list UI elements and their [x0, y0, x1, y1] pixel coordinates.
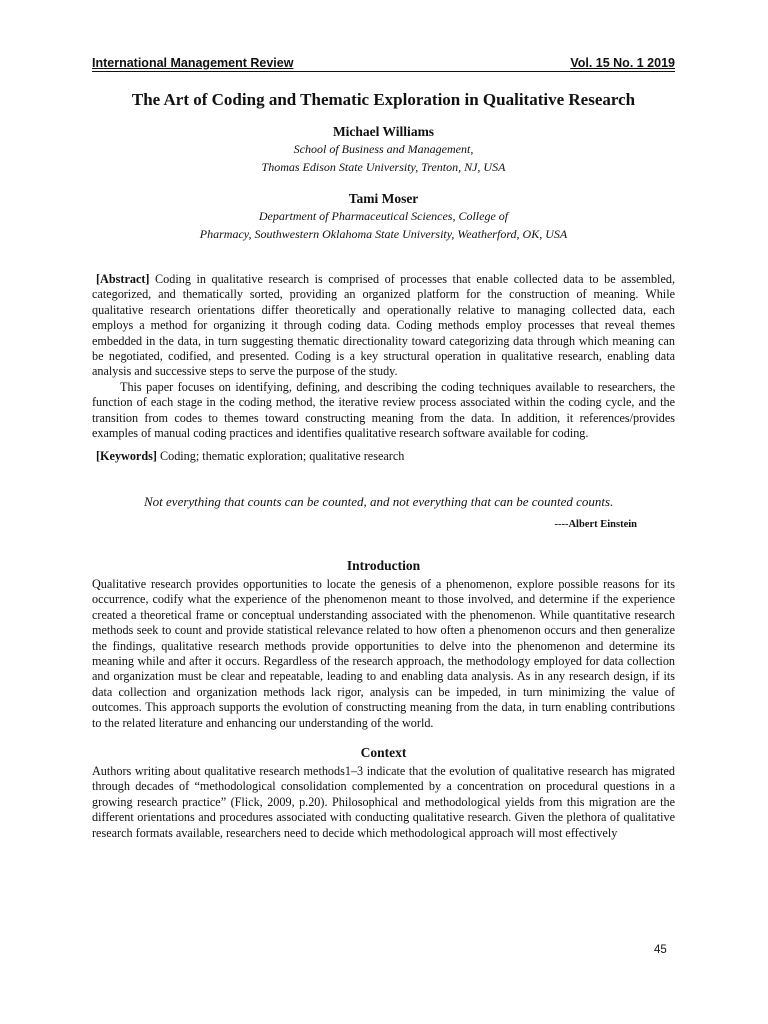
introduction-text: Qualitative research provides opportunities to locate the genesis of a phenomenon, explore possible reasons for its occurrence, codify what the experience of the phenomenon meant to those involved, and determine if the experience created a theoretical frame or conceptual understanding associated with the phenomenon. While quantitative research methods seek to count and provide statistical relevance related to how often a phenomenon occurs and then generalize the findings, qualitative research methods provide opportunities to delve into the phenomenon and determine its meaning while and after it occurs. Regardless of the research approach, the methodology employed for data collection and organization must be clear and repeatable, leading to and enabling data analysis. As in any research design, if its data collection and organization methods lack rigor, analysis can be impeded, in turn minimizing the value of outcomes. This approach supports the evolution of constructing meaning from the data, in turn enabling contributions to the related literature and enhancing our understanding of the world. [92, 576, 675, 730]
paper-title: The Art of Coding and Thematic Exploration in Qualitative Research [131, 90, 636, 109]
author-affiliation: Thomas Edison State University, Trenton, NJ, USA [261, 159, 506, 174]
author-block-1 [92, 124, 675, 175]
quote-attribution: ----Albert Einstein [554, 518, 637, 530]
author-name: Michael Williams [332, 124, 435, 139]
context-text: Authors writing about qualitative research methods1–3 indicate that the evolution of qualitative research has migrated through decades of “methodological consolidation complemented by a concentration on procedural questions in a growing research practice” (Flick, 2009, p.20). Philosophical and methodological yields from this migration are the different orientations and procedures associated with conducting qualitative research. Given the plethora of qualitative research formats available, researchers need to decide which methodological approach will most effectively [92, 764, 675, 840]
section-heading-context: Context [360, 745, 407, 761]
keywords-text: Coding; thematic exploration; qualitative research [159, 449, 405, 464]
volume-info: Vol. 15 No. 1 2019 [570, 56, 675, 70]
epigraph-quote: Not everything that counts can be counted, and not everything that can be counted counts. [144, 494, 614, 510]
abstract [92, 272, 675, 441]
author-name: Tami Moser [348, 191, 419, 206]
abstract-paragraph-2: This paper focuses on identifying, defining, and describing the coding techniques available to researchers, the function of each stage in the coding method, the iterative review process associated within the coding cycle, and the transition from codes to themes toward constructing meaning from the data. In addition, it references/provides examples of manual coding practices and identifies qualitative research software available for coding. [92, 379, 675, 441]
page-number: 45 [654, 944, 667, 956]
author-affiliation: Pharmacy, Southwestern Oklahoma State University, Weatherford, OK, USA [199, 226, 568, 241]
abstract-label: [Abstract] [96, 272, 150, 286]
journal-name: International Management Review [92, 56, 294, 70]
running-header [92, 56, 675, 72]
keywords-label: [Keywords] [96, 449, 157, 464]
author-affiliation: Department of Pharmaceutical Sciences, College of [258, 209, 509, 223]
keywords [92, 449, 675, 464]
abstract-text: Coding in qualitative research is comprised of processes that enable collected data to be assembled, categorized, and thematically sorted, providing an organized platform for the construction of meaning. While qualitative research orientations differ theoretically and operationally relative to managing collected data, each employs a method for organizing it through coding data. Coding methods employ processes that reveal themes embedded in the data, in turn suggesting thematic directionality toward categorizing data through which meaning can be negotiated, codified, and presented. Coding is a key structural operation in qualitative research, enabling data analysis and successive steps to serve the purpose of the study. [92, 272, 675, 379]
section-heading-introduction: Introduction [346, 557, 421, 573]
author-block-2 [92, 191, 675, 242]
author-affiliation: School of Business and Management, [293, 142, 474, 156]
page [92, 56, 675, 841]
abstract-paragraph [92, 272, 675, 380]
